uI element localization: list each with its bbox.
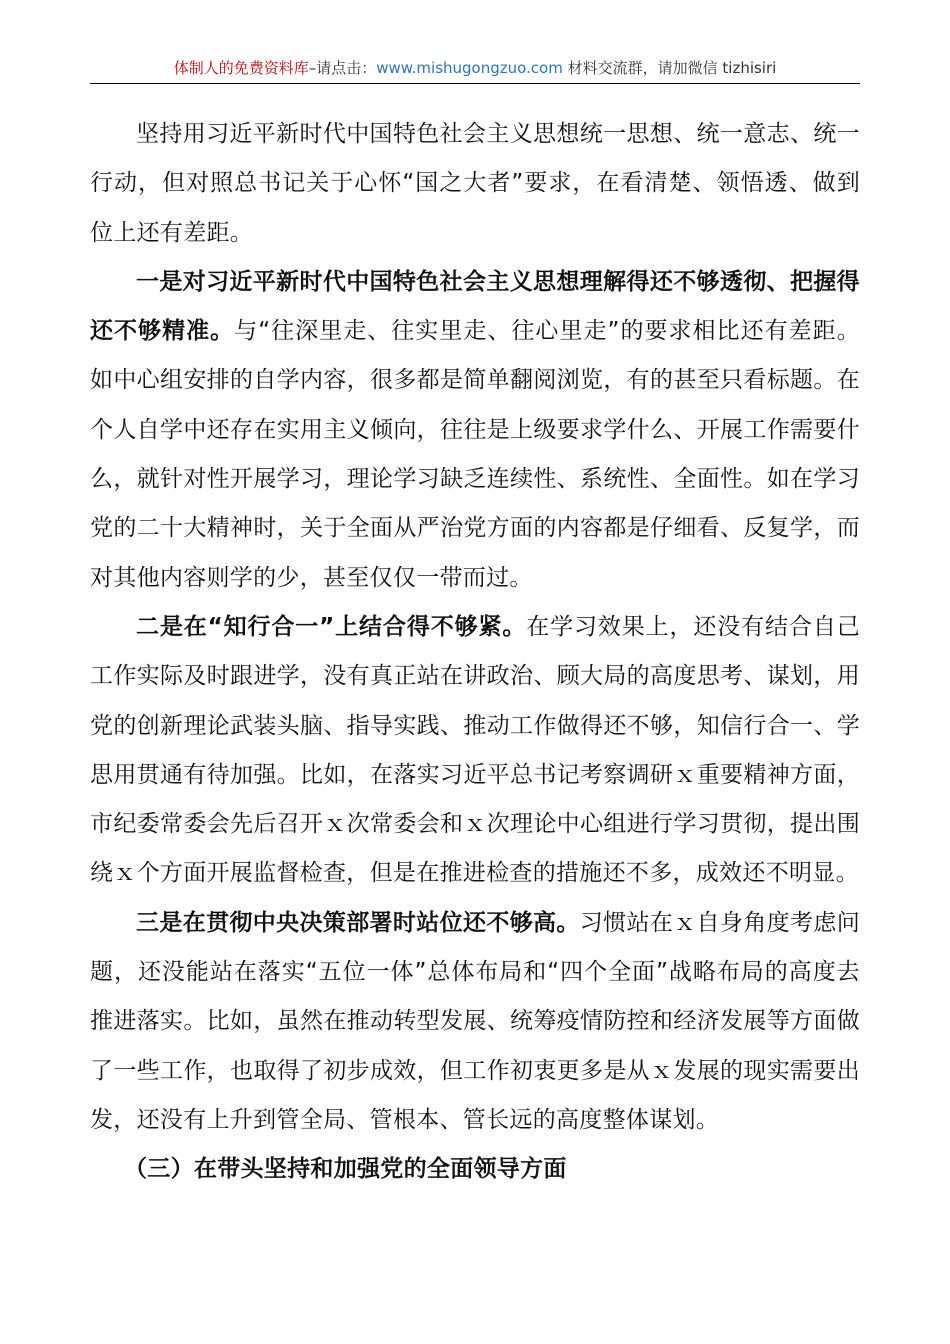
document-body xyxy=(90,110,860,1195)
paragraph-text: 与“往深里走、往实里走、往心里走”的要求相比还有差距。如中心组安排的自学内容，很多都是简单翻阅浏览，有的甚至只看标题。在个人自学中还存在实用主义倾向，往往是上级要求学什么、开展工作需要什么，就针对性开展学习，理论学习缺乏连续性、系统性、全面性。如在学习党的二十大精神时，关于全面从严治党方面的内容都是仔细看、反复学，而对其他内容则学的少，甚至仅仅一带而过。 xyxy=(90,318,860,591)
section-heading xyxy=(90,1145,860,1194)
paragraph-text: 坚持用习近平新时代中国特色社会主义思想统一思想、统一意志、统一行动，但对照总书记关于心怀“国之大者”要求，在看清楚、领悟透、做到位上还有差距。 xyxy=(90,121,860,246)
paragraph-text: 在学习效果上，还没有结合自己工作实际及时跟进学，没有真正站在讲政治、顾大局的高度思考、谋划，用党的创新理论武装头脑、指导实践、推动工作做得还不够，知信行合一、学思用贯通有待加强。比如，在落实习近平总书记考察调研ｘ重要精神方面，市纪委常委会先后召开ｘ次常委会和ｘ次理论中心组进行学习贯彻，提出围绕ｘ个方面开展监督检查，但是在推进检查的措施还不多，成效还不明显。 xyxy=(90,613,860,887)
paragraph-lead: 一是对习近平新时代中国特色社会主义思想理解得还不够透彻、把握得还不够精准。 xyxy=(90,268,860,345)
paragraph-point-one xyxy=(90,258,860,603)
paragraph-lead: 三是在贯彻中央决策部署时站位还不够高。 xyxy=(136,909,580,936)
site-name: 体制人的免费资料库 xyxy=(173,59,309,77)
header-divider xyxy=(90,83,860,84)
site-url-link[interactable]: www.mishugongzuo.com xyxy=(376,59,563,77)
paragraph-lead: 二是在“知行合一”上结合得不够紧。 xyxy=(136,613,527,640)
click-prompt: –请点击： xyxy=(308,59,377,77)
contact-info: 材料交流群，请加微信 tizhisiri xyxy=(562,59,777,77)
page-header xyxy=(90,56,860,80)
paragraph-intro xyxy=(90,110,860,258)
paragraph-text: 习惯站在ｘ自身角度考虑问题，还没能站在落实“五位一体”总体布局和“四个全面”战略布局的高度去推进落实。比如，虽然在推动转型发展、统筹疫情防控和经济发展等方面做了一些工作，也取得了初步成效，但工作初衷更多是从ｘ发展的现实需要出发，还没有上升到管全局、管根本、管长远的高度整体谋划。 xyxy=(90,909,860,1133)
paragraph-point-three xyxy=(90,899,860,1145)
section-heading-text: （三）在带头坚持和加强党的全面领导方面 xyxy=(124,1156,567,1183)
paragraph-point-two xyxy=(90,603,860,899)
